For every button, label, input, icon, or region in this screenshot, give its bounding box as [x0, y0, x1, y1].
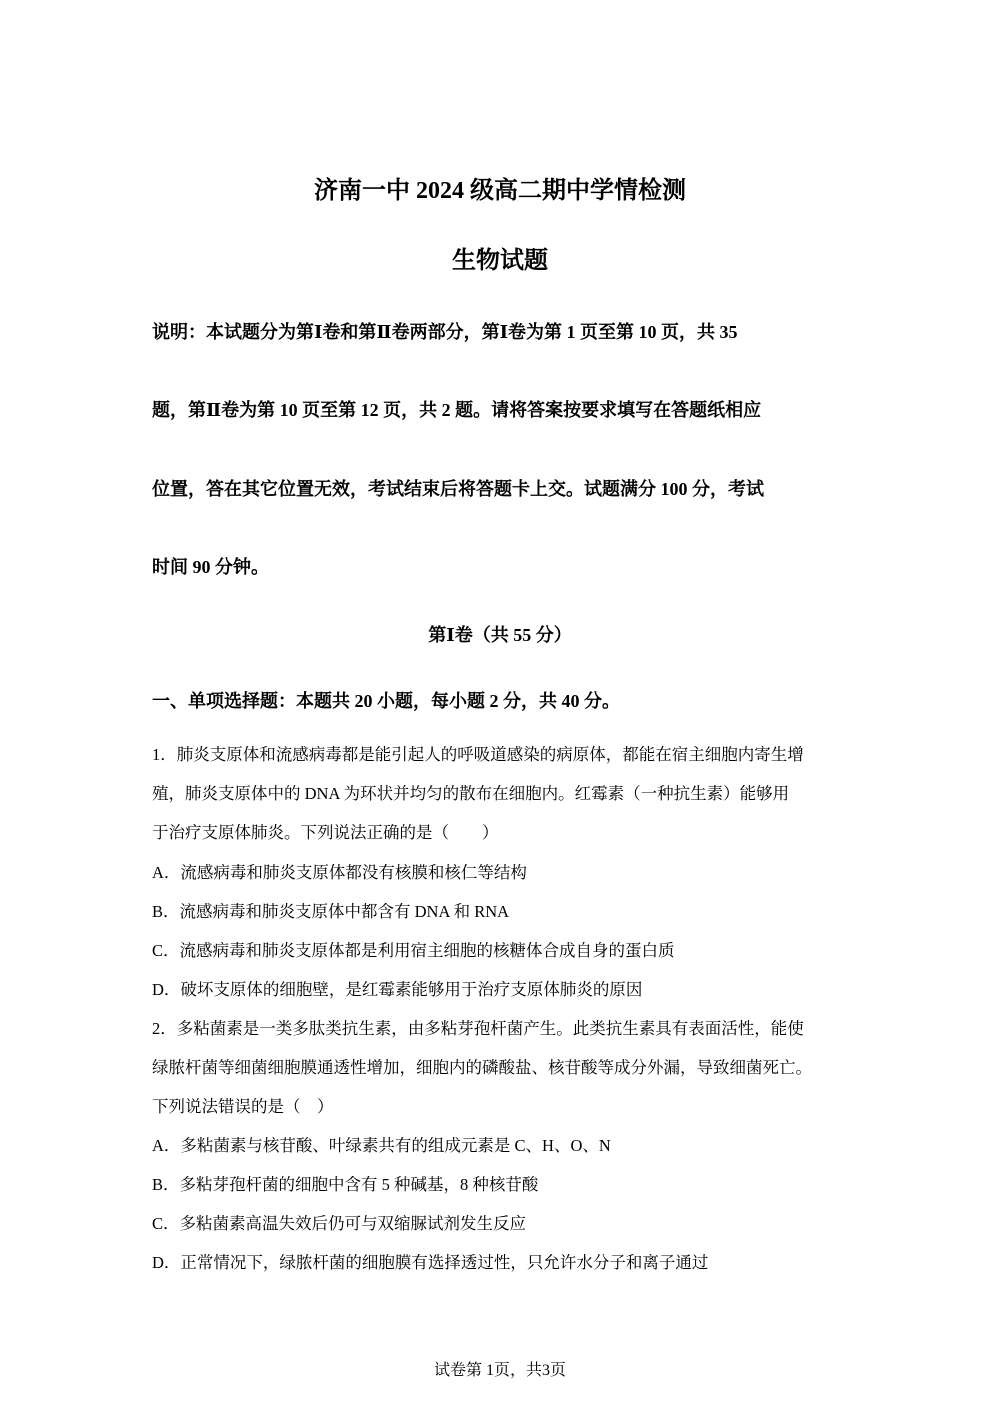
question-option: B．多粘芽孢杆菌的细胞中含有 5 种碱基，8 种核苷酸	[152, 1175, 539, 1194]
question-option: C．流感病毒和肺炎支原体都是利用宿主细胞的核糖体合成自身的蛋白质	[152, 941, 675, 960]
question-option: D．破坏支原体的细胞壁，是红霉素能够用于治疗支原体肺炎的原因	[152, 980, 643, 999]
instructions-line: 说明：本试题分为第Ⅰ卷和第Ⅱ卷两部分，第Ⅰ卷为第 1 页至第 10 页，共 35	[152, 322, 738, 342]
question-stem-line: 于治疗支原体肺炎。下列说法正确的是（ ）	[152, 823, 499, 842]
instructions-line: 题，第Ⅱ卷为第 10 页至第 12 页，共 2 题。请将答案按要求填写在答题纸相应	[152, 400, 762, 420]
page-footer: 试卷第 1页，共3页	[433, 1362, 566, 1379]
question-stem-line: 殖，肺炎支原体中的 DNA 为环状并均匀的散布在细胞内。红霉素（一种抗生素）能够用	[152, 784, 790, 803]
exam-title: 济南一中 2024 级高二期中学情检测	[314, 178, 686, 204]
section-heading: 一、单项选择题：本题共 20 小题，每小题 2 分，共 40 分。	[152, 691, 620, 711]
question-option: A．流感病毒和肺炎支原体都没有核膜和核仁等结构	[152, 863, 527, 882]
question-stem-line: 1．肺炎支原体和流感病毒都是能引起人的呼吸道感染的病原体，都能在宿主细胞内寄生增	[152, 745, 804, 764]
question-option: A．多粘菌素与核苷酸、叶绿素共有的组成元素是 C、H、O、N	[152, 1136, 611, 1155]
instructions-line: 位置，答在其它位置无效，考试结束后将答题卡上交。试题满分 100 分，考试	[152, 479, 764, 499]
question-stem-line: 2．多粘菌素是一类多肽类抗生素，由多粘芽孢杆菌产生。此类抗生素具有表面活性，能使	[152, 1019, 804, 1038]
instructions-line: 时间 90 分钟。	[152, 557, 269, 577]
question-stem-line: 绿脓杆菌等细菌细胞膜通透性增加，细胞内的磷酸盐、核苷酸等成分外漏，导致细菌死亡。	[152, 1058, 812, 1077]
question-stem-line: 下列说法错误的是（ ）	[152, 1097, 334, 1116]
question-option: C．多粘菌素高温失效后仍可与双缩脲试剂发生反应	[152, 1214, 527, 1233]
question-option: B．流感病毒和肺炎支原体中都含有 DNA 和 RNA	[152, 902, 510, 921]
part-heading: 第Ⅰ卷（共 55 分）	[428, 625, 572, 645]
exam-subject: 生物试题	[452, 248, 548, 274]
question-option: D．正常情况下，绿脓杆菌的细胞膜有选择透过性，只允许水分子和离子通过	[152, 1253, 709, 1272]
